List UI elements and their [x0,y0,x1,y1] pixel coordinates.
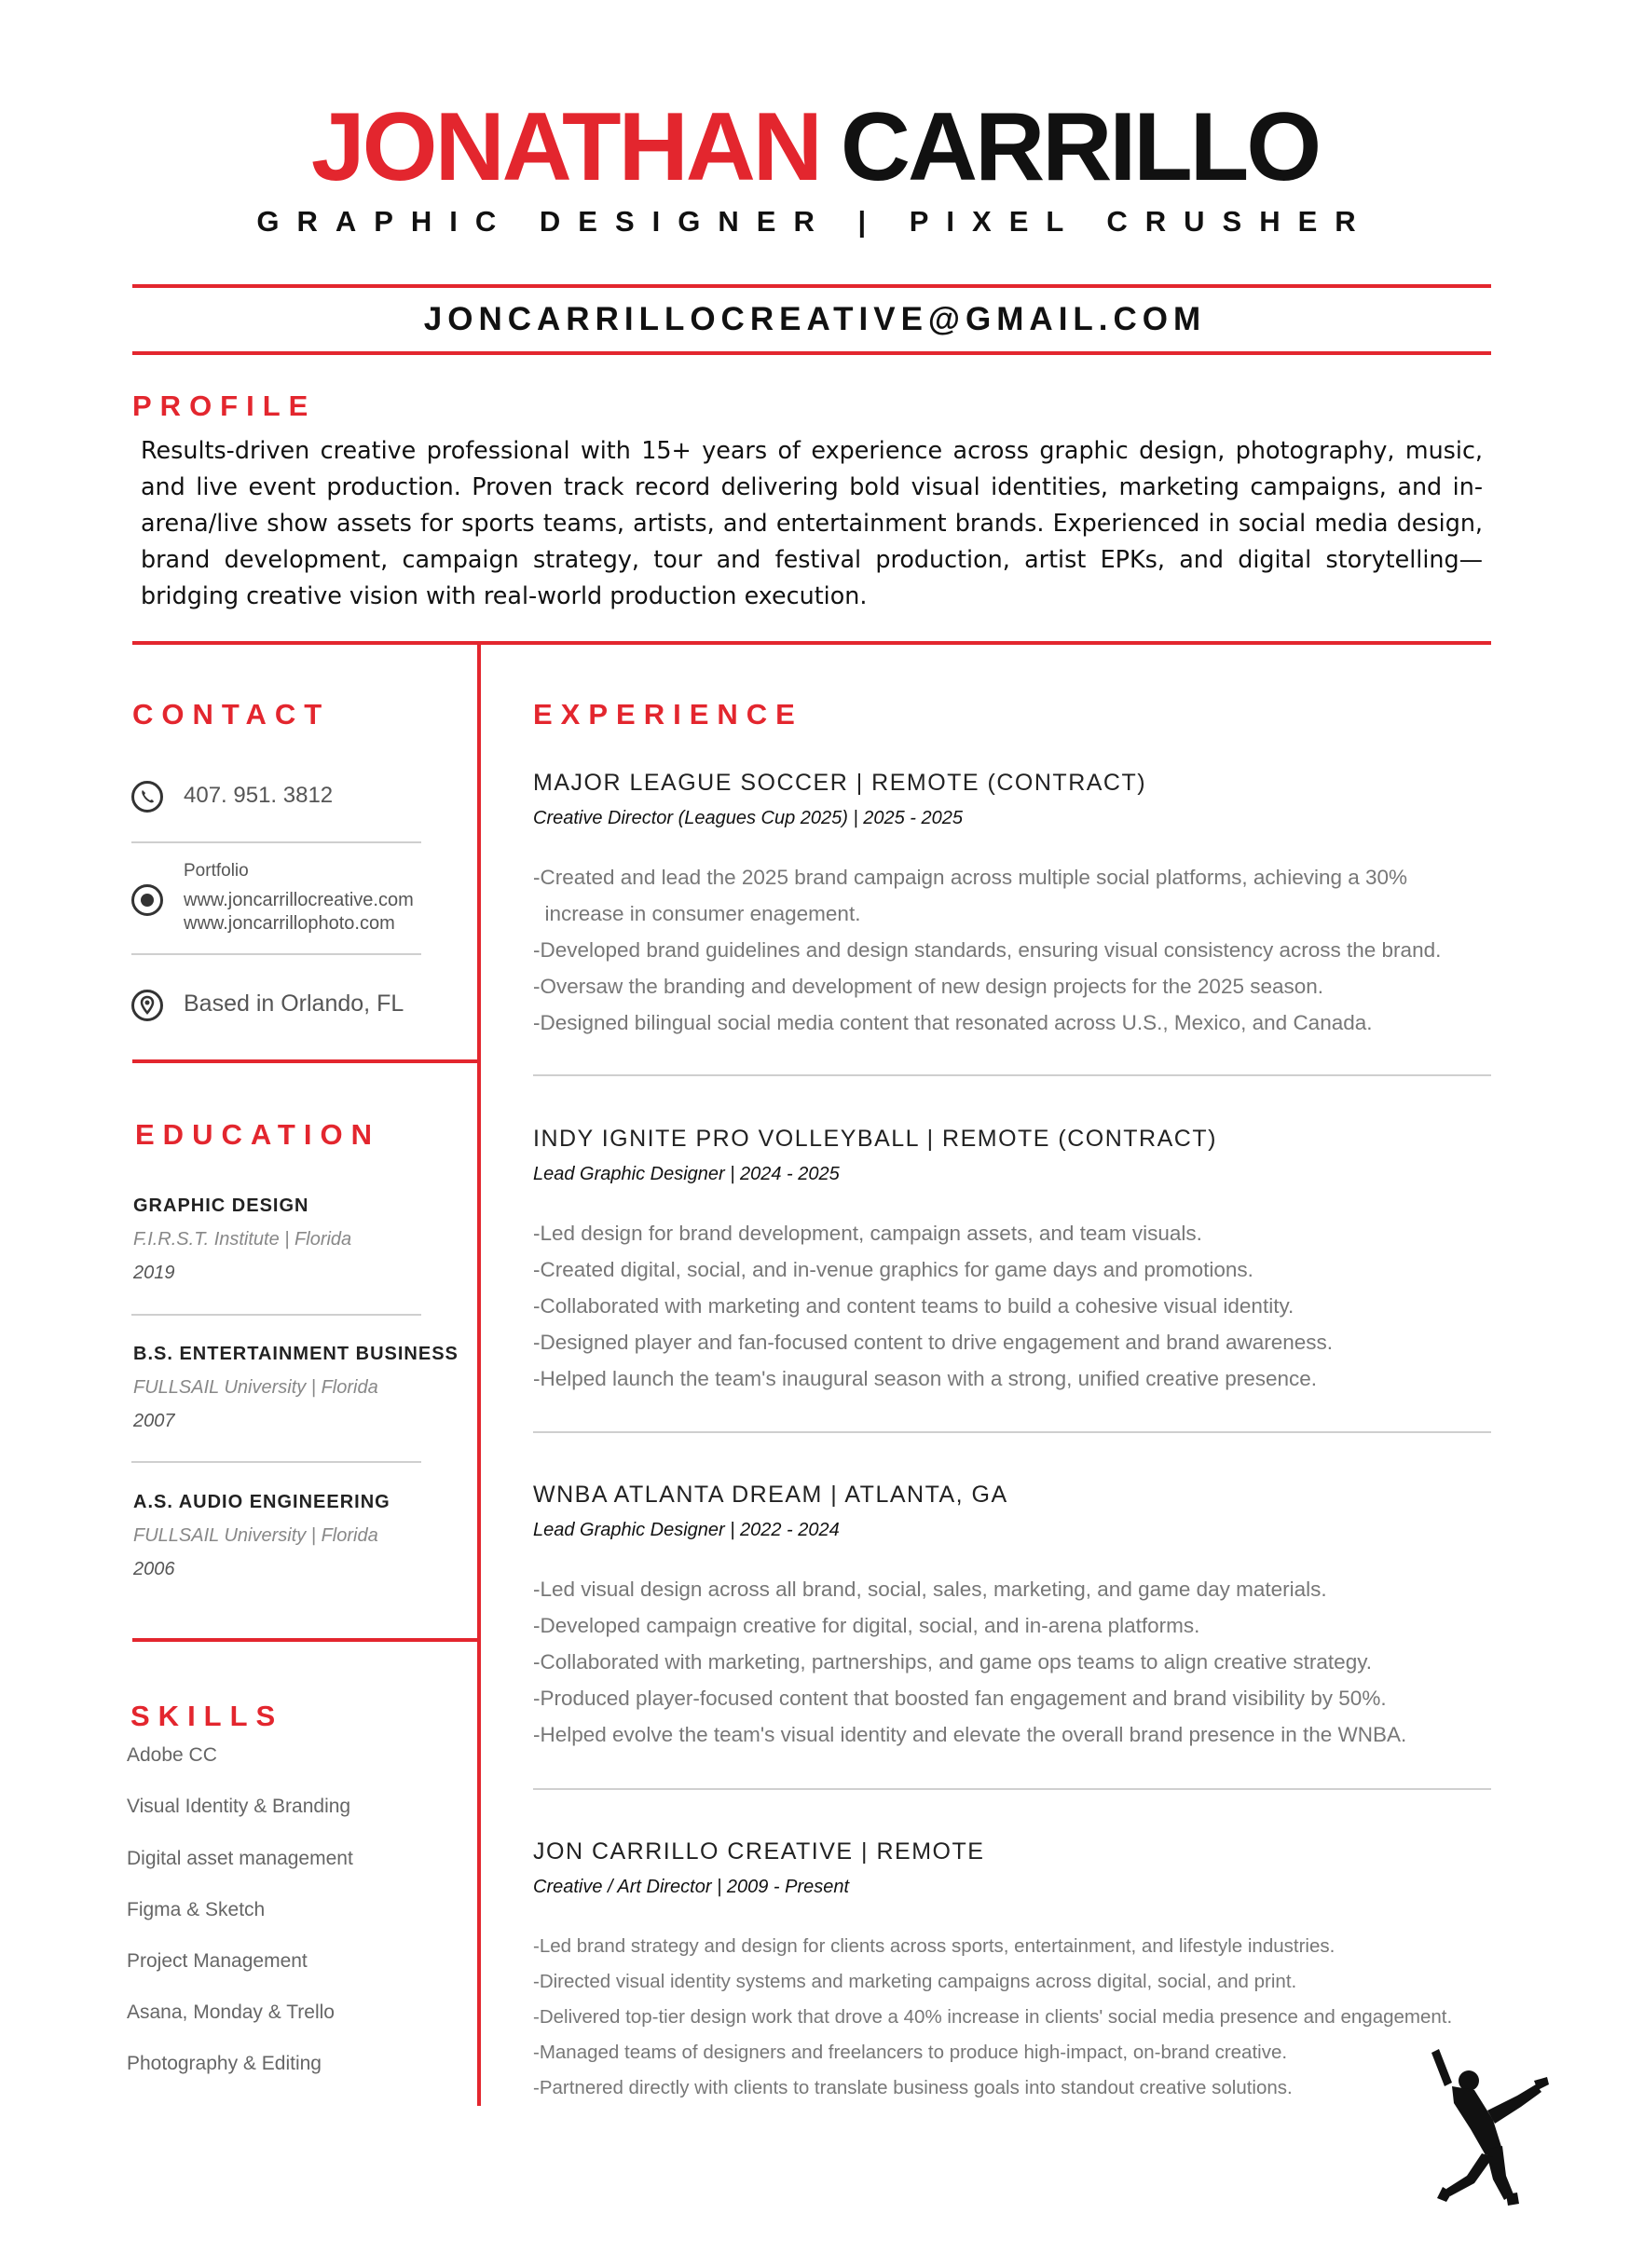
contact-heading: CONTACT [132,698,331,731]
job-title: INDY IGNITE PRO VOLLEYBALL | REMOTE (CONTRACT) [533,1126,1217,1152]
portfolio-website-2[interactable]: www.joncarrillophoto.com [184,913,395,934]
divider-contact-bottom [132,1059,479,1063]
experience-divider-2 [533,1431,1491,1433]
education-school: F.I.R.S.T. Institute | Florida [133,1229,352,1250]
education-year: 2019 [133,1263,175,1283]
job-title: WNBA ATLANTA DREAM | ATLANTA, GA [533,1482,1008,1508]
resume-name [0,91,1630,203]
education-degree: A.S. AUDIO ENGINEERING [133,1492,390,1512]
skill-item: Digital asset management [127,1848,353,1869]
job-bullet: -Produced player-focused content that boosted fan engagement and brand visibility by 50%. [533,1687,1387,1710]
phone-icon [131,781,163,813]
skill-item: Figma & Sketch [127,1899,266,1920]
experience-divider-1 [533,1074,1491,1076]
job-bullet: -Created digital, social, and in-venue graphics for game days and promotions. [533,1258,1253,1281]
job-bullet: -Developed campaign creative for digital, social, and in-arena platforms. [533,1614,1200,1637]
job-title: MAJOR LEAGUE SOCCER | REMOTE (CONTRACT) [533,770,1147,796]
job-bullet: -Helped evolve the team's visual identity and elevate the overall brand presence in the WNBA. [533,1723,1407,1746]
job-bullet: increase in consumer enagement. [533,902,861,925]
job-role: Lead Graphic Designer | 2022 - 2024 [533,1520,840,1540]
experience-divider-3 [533,1788,1491,1790]
education-year: 2007 [133,1411,175,1431]
job-role: Creative Director (Leagues Cup 2025) | 2025 - 2025 [533,808,964,828]
divider-email-bottom [132,351,1491,355]
job-bullet: -Led brand strategy and design for clients across sports, entertainment, and lifestyle industries. [533,1935,1336,1957]
skill-item: Asana, Monday & Trello [127,2002,335,2023]
job-bullet: -Helped launch the team's inaugural season with a strong, unified creative presence. [533,1367,1318,1390]
job-bullet: -Partnered directly with clients to translate business goals into standout creative solutions. [533,2077,1293,2098]
education-school: FULLSAIL University | Florida [133,1377,378,1398]
job-bullet: -Designed bilingual social media content that resonated across U.S., Mexico, and Canada. [533,1011,1373,1034]
phone-number: 407. 951. 3812 [184,783,334,808]
divider-education-bottom [132,1638,479,1642]
falling-figure-icon [1413,2045,1553,2208]
contact-divider-2 [131,953,421,955]
education-degree: GRAPHIC DESIGN [133,1195,309,1216]
job-bullet: -Designed player and fan-focused content to drive engagement and brand awareness. [533,1331,1334,1354]
education-degree: B.S. ENTERTAINMENT BUSINESS [133,1344,459,1364]
job-bullet: -Developed brand guidelines and design standards, ensuring visual consistency across the brand. [533,938,1442,962]
job-bullets [533,1215,1333,1397]
job-bullet: -Managed teams of designers and freelancers to produce high-impact, on-brand creative. [533,2042,1288,2063]
divider-profile-bottom [132,641,1491,645]
job-subtitle: GRAPHIC DESIGNER | PIXEL CRUSHER [256,205,1374,238]
job-bullet: -Led design for brand development, campaign assets, and team visuals. [533,1222,1202,1245]
education-divider-2 [131,1461,421,1463]
skill-item: Project Management [127,1950,308,1972]
education-year: 2006 [133,1559,175,1579]
profile-text: Results-driven creative professional with 15+ years of experience across graphic design, photography, music, and live event production. Proven track record delivering bold visual identities, marketing campaigns, and in-arena/live show assets for sports teams, artists, and entertainment brands. Experienced in social media design, brand development, campaign strategy, tour and festival production, artist EPKs, and digital storytelling—bridging creative vision with real-world production execution. [141,436,1483,609]
job-title: JON CARRILLO CREATIVE | REMOTE [533,1838,985,1865]
education-heading: EDUCATION [135,1118,380,1151]
job-role: Lead Graphic Designer | 2024 - 2025 [533,1164,840,1184]
portfolio-label: Portfolio [184,861,249,881]
job-bullets [533,859,1441,1041]
job-bullet: -Collaborated with marketing and content teams to build a cohesive visual identity. [533,1294,1294,1318]
skill-item: Photography & Editing [127,2053,322,2074]
job-bullet: -Delivered top-tier design work that drove a 40% increase in clients' social media presence and engagement. [533,2006,1453,2028]
divider-top [132,284,1491,288]
skills-heading: SKILLS [130,1700,284,1732]
location-text: Based in Orlando, FL [184,991,404,1017]
first-name: JONATHAN [310,93,820,201]
profile-heading: PROFILE [132,389,317,422]
job-bullets [533,1571,1406,1753]
location-pin-icon [131,990,163,1021]
job-bullet: -Created and lead the 2025 brand campaign across multiple social platforms, achieving a 30% [533,866,1408,889]
last-name: CARRILLO [840,93,1320,201]
email-address: JONCARRILLOCREATIVE@GMAIL.COM [423,301,1207,337]
experience-heading: EXPERIENCE [533,698,803,731]
job-bullets [533,1929,1452,2106]
job-bullet: -Collaborated with marketing, partnerships, and game ops teams to align creative strategy. [533,1650,1373,1674]
education-school: FULLSAIL University | Florida [133,1525,378,1546]
job-bullet: -Led visual design across all brand, social, sales, marketing, and game day materials. [533,1578,1327,1601]
skill-item: Visual Identity & Branding [127,1796,351,1817]
job-bullet: -Directed visual identity systems and marketing campaigns across digital, social, and print. [533,1971,1297,1992]
education-divider-1 [131,1314,421,1316]
contact-divider-1 [131,841,421,843]
job-role: Creative / Art Director | 2009 - Present [533,1877,850,1897]
portfolio-website-1[interactable]: www.joncarrillocreative.com [184,890,414,910]
column-divider [477,643,481,2106]
job-bullet: -Oversaw the branding and development of new design projects for the 2025 season. [533,975,1324,998]
portfolio-icon [131,884,163,916]
skill-item: Adobe CC [127,1744,217,1766]
